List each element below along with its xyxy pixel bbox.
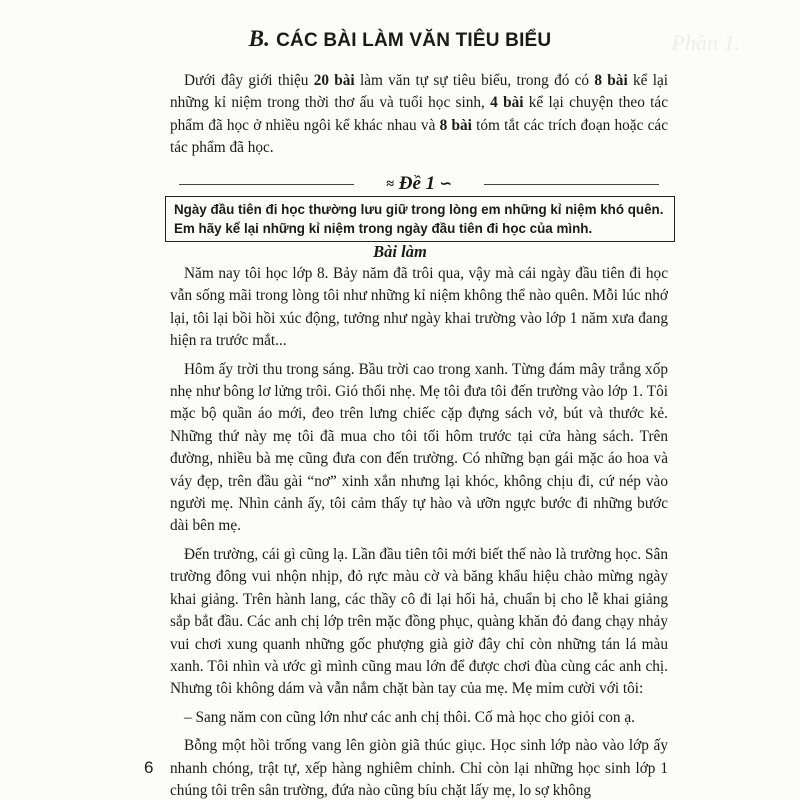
intro-paragraph [170, 70, 668, 160]
answer-label: Bài làm [373, 242, 427, 261]
essay-paragraph: Hôm ấy trời thu trong sáng. Bầu trời cao trong xanh. Từng đám mây trắng xốp nhẹ như bông lơ lửng trôi. Gió thổi nhẹ. Mẹ tôi đưa tôi đến trường vào lớp 1. Tôi mặc bộ quần áo mới, đeo trên lưng chiếc cặp đựng sách vở, bút và thước kẻ. Những thứ này mẹ tôi đã mua cho tôi tối hôm trước tại cửa hàng sách. Trên đường, nhiều bà mẹ cũng đưa con đến trường. Có những bạn gái mặc áo hoa và váy đẹp, trên đầu gài “nơ” xinh xắn nhưng lại khóc, không chịu đi, cứ nép vào người mẹ. Nhìn cảnh ấy, tôi cảm thấy tự hào và ưỡn ngực bước đi những bước dài bên mẹ. [170, 360, 668, 535]
ornament-left-icon: ≈ [386, 177, 395, 192]
essay-body [170, 263, 668, 800]
section-letter: B. [248, 26, 271, 51]
exercise-heading [165, 173, 673, 195]
page-number: 6 [144, 758, 154, 777]
essay-paragraph: Năm nay tôi học lớp 8. Bảy năm đã trôi qua, vậy mà cái ngày đầu tiên đi học vẫn sống mãi trong lòng tôi như những kỉ niệm không thể nào quên. Mỗi lúc nhớ lại, tôi lại bồi hồi xúc động, tưởng như ngày khai trường vào lớp 1 năm xưa đang hiện ra trước mắt... [170, 265, 668, 350]
section-title-text: CÁC BÀI LÀM VĂN TIÊU BIỂU [276, 30, 552, 51]
intro-bold: 8 bài [594, 72, 628, 89]
intro-bold: 20 bài [313, 72, 355, 89]
intro-text: Dưới đây giới thiệu [184, 72, 314, 89]
bleed-through-header: Phần 1. [671, 30, 740, 55]
exercise-prompt: Ngày đầu tiên đi học thường lưu giữ trong lòng em những kỉ niệm khó quên. Em hãy kể lại những kỉ niệm trong ngày đầu tiên đi học của mình. [174, 202, 664, 236]
heading-rule-left [179, 184, 354, 185]
essay-paragraph: Bỗng một hồi trống vang lên giòn giã thúc giục. Học sinh lớp nào vào lớp ấy nhanh chóng, trật tự, xếp hàng nghiêm chỉnh. Chỉ còn lại những học sinh lớp 1 chúng tôi trên sân trường, đứa nào cũng bíu chặt lấy mẹ, lo sợ không [170, 737, 668, 799]
exercise-prompt-box [165, 196, 675, 242]
exercise-heading-text: Đề 1 [398, 173, 436, 194]
intro-bold: 4 bài [490, 94, 524, 112]
intro-text: kể lại chuyện theo tác phẩm đã học ở nhiều ngôi kể khác nhau và [170, 94, 668, 134]
essay-dialog-line: – Sang năm con cũng lớn như các anh chị thôi. Cố mà học cho giỏi con ạ. [184, 708, 635, 726]
intro-text: làm văn tự sự tiêu biểu, trong đó có [354, 72, 595, 89]
heading-rule-right [484, 184, 659, 185]
intro-text: kể lại những kỉ niệm trong thời thơ ấu và tuổi học sinh, [170, 72, 668, 112]
ornament-right-icon: ∽ [439, 177, 452, 192]
intro-text: tóm tắt các trích đoạn hoặc các tác phẩm đã học. [170, 116, 668, 157]
section-title [0, 26, 800, 52]
essay-paragraph: Đến trường, cái gì cũng lạ. Lần đầu tiên tôi mới biết thế nào là trường học. Sân trường đông vui nhộn nhịp, đỏ rực màu cờ và băng khẩu hiệu chào mừng ngày khai giảng. Trên hành lang, các thầy cô đi lại hối hả, chuẩn bị cho lễ khai giảng sắp bắt đầu. Các anh chị lớp trên mặc đồng phục, quàng khăn đỏ đang chạy nhảy vui chơi xung quanh những gốc phượng già giờ đây chỉ còn những tán lá màu xanh. Tôi nhìn và ước gì mình cũng mau lớn để được chơi đùa cùng các anh chị. Nhưng tôi không dám và vẫn nắm chặt bàn tay của mẹ. Mẹ mỉm cười với tôi: [170, 545, 668, 698]
intro-bold: 8 bài [439, 116, 472, 134]
